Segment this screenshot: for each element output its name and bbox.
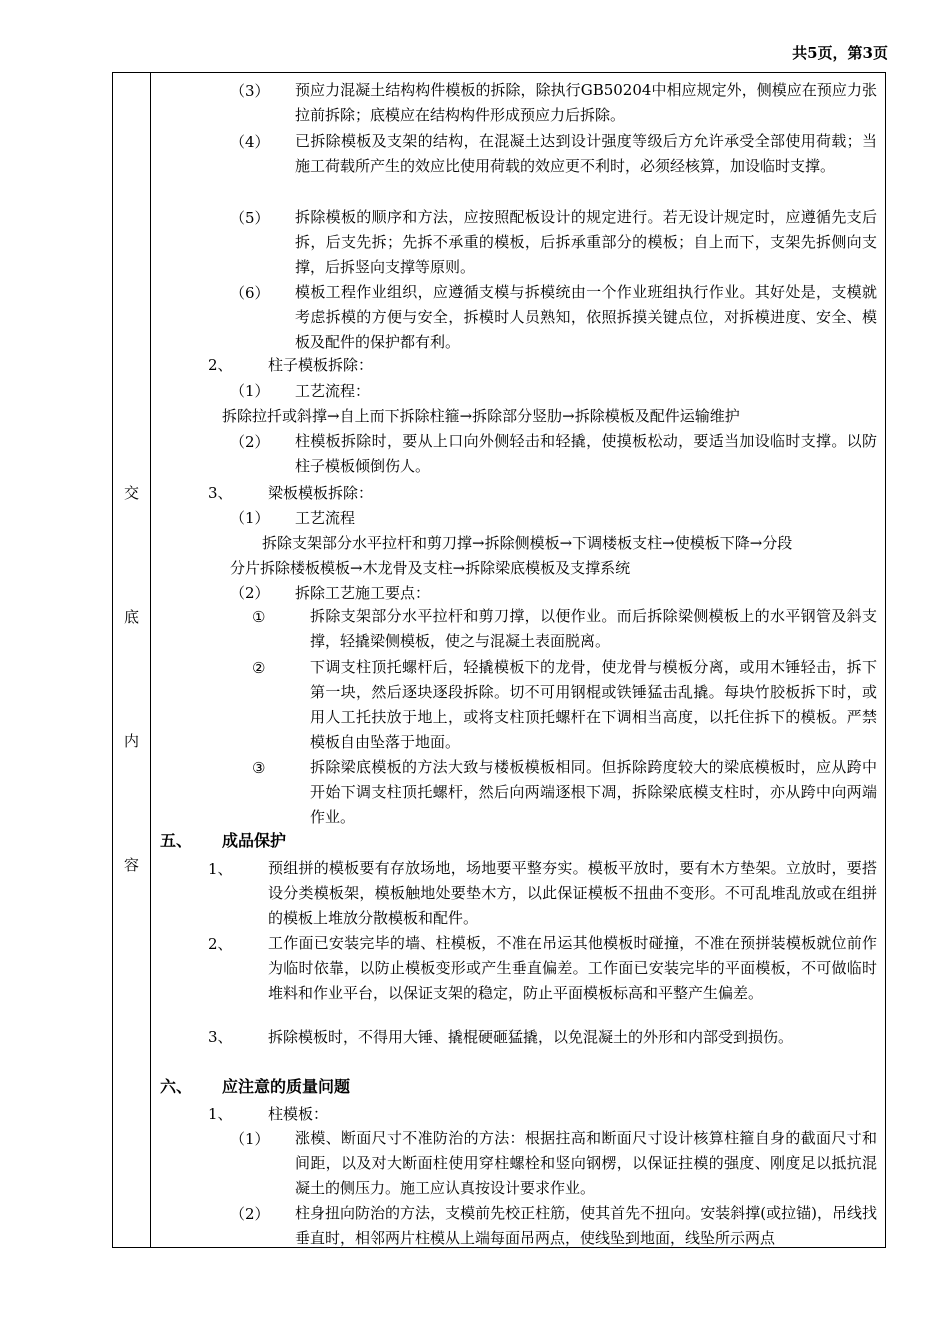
section-5-number: 五、	[160, 831, 193, 850]
item-6-number: （6）	[230, 284, 270, 302]
item-4-number: （4）	[230, 133, 270, 151]
beam-section-title: 梁板模板拆除：	[268, 484, 374, 502]
item-5-number: （5）	[230, 209, 270, 227]
column-step-2-number: （2）	[230, 433, 270, 451]
s6-item-1a-number: （1）	[230, 1130, 270, 1148]
point-1-mark: ①	[252, 608, 266, 626]
page-number: 共5页，第3页	[792, 44, 888, 62]
s6-item-1a-text: 涨模、断面尺寸不准防治的方法：根据拄高和断面尺寸设计核算柱箍自身的截面尺寸和间距，以及对大断面柱使用穿柱螺栓和竖向钢楞，以保证拄模的强度、刚度足以抵抗混凝土的侧压力。施工应认真按设计要求作业。	[295, 1129, 877, 1197]
s5-item-2-text: 工作面已安装完毕的墙、柱模板，不准在吊运其他模板时碰撞，不准在预拼装模板就位前作为临时依靠，以防止模板变形或产生垂直偏差。工作面已安装完毕的平面模板，不可做临时堆料和作业平台，以保证支架的稳定，防止平面模板标高和平整产生偏差。	[268, 934, 877, 1002]
s5-item-2-number: 2、	[208, 935, 233, 953]
s5-item-1-number: 1、	[208, 860, 233, 878]
column-step-2-text: 柱模板拆除时，要从上口向外侧轻击和轻撬，使摸板松动，要适当加设临时支撑。以防柱子模板倾倒伤人。	[295, 432, 877, 475]
section-6-title: 应注意的质量问题	[222, 1077, 351, 1096]
item-3-text: 预应力混凝土结构构件模板的拆除，除执行GB50204中相应规定外，侧模应在预应力张拉前拆除；底模应在结构构件形成预应力后拆除。	[295, 81, 877, 124]
item-4-text: 已拆除模板及支架的结构，在混凝土达到设计强度等级后方允许承受全部使用荷载；当施工荷载所产生的效应比使用荷载的效应更不利时，必须经核算，加设临时支撑。	[295, 132, 877, 175]
section-6-number: 六、	[160, 1077, 193, 1096]
s6-item-1b-text: 柱身扭向防治的方法，支模前先校正柱筋，使其首先不扭向。安装斜撑(或拉锚)，吊线找垂直时，相邻两片柱模从上端每面吊两点，使线坠到地面，线坠所示两点	[295, 1204, 877, 1247]
beam-step-2-number: （2）	[230, 584, 270, 602]
beam-step-1-number: （1）	[230, 509, 270, 527]
item-3-number: （3）	[230, 82, 270, 100]
column-step-1-number: （1）	[230, 382, 270, 400]
s5-item-3-number: 3、	[208, 1028, 233, 1046]
point-2-mark: ②	[252, 659, 266, 677]
point-1-text: 拆除支架部分水平拉杆和剪刀撑，以便作业。而后拆除梁侧模板上的水平钢管及斜支撑，轻撬梁侧模板，使之与混凝土表面脱离。	[310, 607, 877, 650]
side-label-char-4: 容	[124, 856, 140, 874]
s6-item-1-number: 1、	[208, 1105, 233, 1123]
column-step-1-title: 工艺流程：	[295, 382, 371, 400]
item-6-text: 模板工程作业组织，应遵循支模与拆模统由一个作业班组执行作业。其好处是，支模就考虑拆模的方便与安全，拆模时人员熟知，依照拆摸关键点位，对拆模进度、安全、模板及配件的保护都有利。	[295, 283, 877, 351]
point-3-text: 拆除梁底模板的方法大致与楼板模板相同。但拆除跨度较大的梁底模板时，应从跨中开始下调支柱顶托螺杆，然后向两端逐根下凋，拆除梁底模支柱时，亦从跨中向两端作业。	[310, 758, 877, 826]
column-flow: 拆除拉扦或斜撑→自上而下拆除柱箍→拆除部分竖肋→拆除模板及配件运输维护	[222, 407, 740, 425]
s6-item-1b-number: （2）	[230, 1205, 270, 1223]
point-2-text: 下调支柱顶托螺杆后，轻撬模板下的龙骨，使龙骨与模板分离，或用木锤轻击，拆下第一块，然后逐块逐段拆除。切不可用钢棍或铁锤猛击乱撬。每块竹胶板拆下时，或用人工托扶放于地上，或将支柱顶托螺杆在下调相当高度，以托住拆下的模板。严禁模板自由坠落于地面。	[310, 658, 877, 751]
section-5-title: 成品保护	[222, 831, 287, 850]
side-label-char-1: 交	[124, 484, 140, 502]
side-label-char-3: 内	[124, 732, 140, 750]
s5-item-1-text: 预组拼的模板要有存放场地，场地要平整夯实。模板平放时，要有木方垫架。立放时，要搭设分类模板架，模板触地处要垫木方，以此保证模板不扭曲不变形。不可乱堆乱放或在组拼的模板上堆放分散模板和配件。	[268, 859, 877, 927]
column-section-number: 2、	[208, 356, 233, 374]
column-divider	[150, 72, 151, 1248]
beam-step-1-title: 工艺流程	[295, 509, 356, 527]
beam-step-2-title: 拆除工艺施工要点：	[295, 584, 431, 602]
point-3-mark: ③	[252, 759, 266, 777]
beam-section-number: 3、	[208, 484, 233, 502]
s6-item-1-title: 柱模板：	[268, 1105, 329, 1123]
beam-flow-line-1: 拆除支架部分水平拉杆和剪刀撑→拆除侧模板→下调楼板支柱→使模板下降→分段	[262, 534, 793, 552]
column-section-title: 柱子模板拆除：	[268, 356, 374, 374]
item-5-text: 拆除模板的顺序和方法，应按照配板设计的规定进行。若无设计规定时，应遵循先支后拆，后支先拆；先拆不承重的模板，后拆承重部分的模板；自上而下，支架先拆侧向支撑，后拆竖向支撑等原则。	[295, 208, 877, 276]
side-label-char-2: 底	[124, 608, 140, 626]
beam-flow-line-2: 分片拆除楼板模板→木龙骨及支柱→拆除梁底模板及支撑系统	[230, 559, 631, 577]
s5-item-3-text: 拆除模板时，不得用大锤、撬棍硬砸猛撬，以免混凝土的外形和内部受到损伤。	[268, 1028, 794, 1046]
